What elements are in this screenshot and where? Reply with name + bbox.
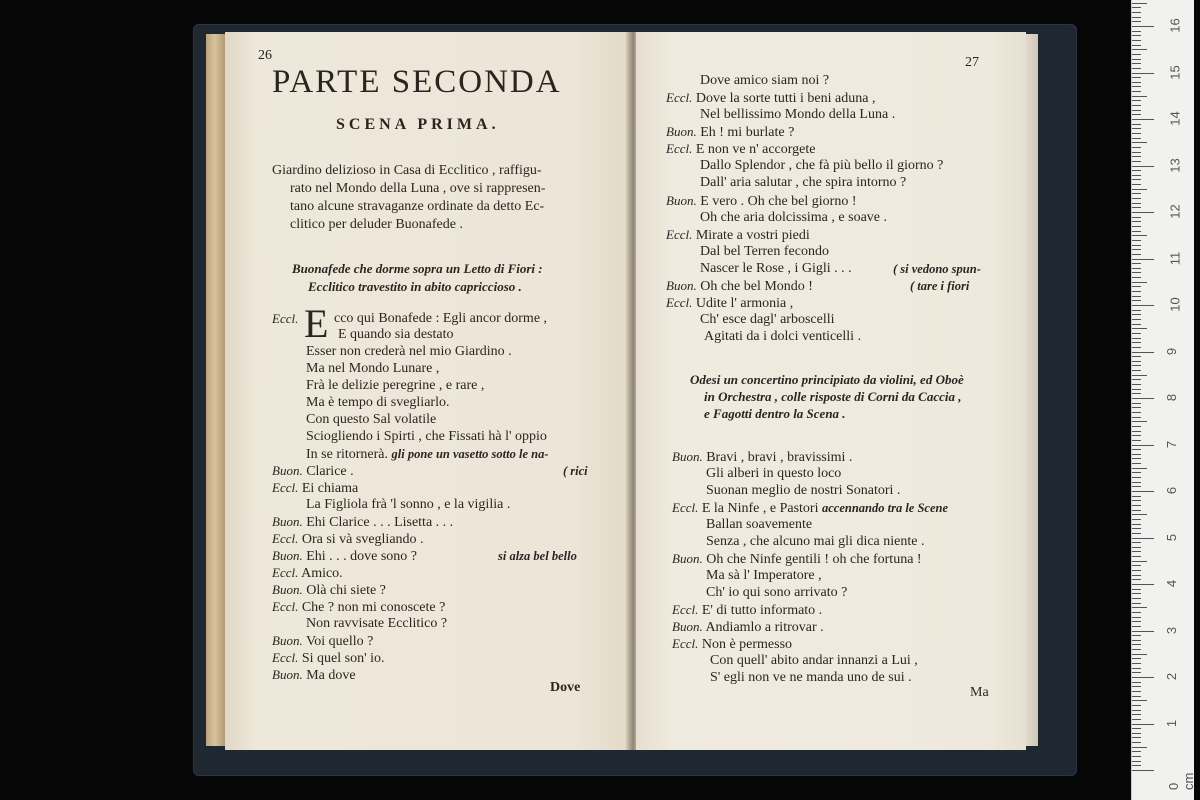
speaker: Buon. — [272, 548, 303, 563]
ruler-tick — [1132, 328, 1147, 329]
ruler-number: 16 — [1167, 18, 1183, 33]
ruler-tick — [1132, 189, 1147, 190]
verse-line: Ma è tempo di svegliarlo. — [306, 395, 450, 410]
ruler-tick — [1132, 719, 1141, 720]
verse-line: Eh ! mi burlate ? — [700, 125, 795, 140]
speaker: Buon. — [272, 463, 303, 478]
ruler-tick — [1132, 324, 1141, 325]
ruler-tick — [1132, 505, 1141, 506]
verse-line: Agitati da i dolci venticelli . — [704, 329, 862, 344]
speaker: Buon. — [672, 551, 703, 566]
ruler-tick — [1132, 77, 1141, 78]
stage-aside: ( tare i fiori — [910, 279, 970, 293]
description-line: rato nel Mondo della Luna , ove si rappresen- — [290, 181, 546, 196]
verse-line: Oh che Ninfe gentili ! oh che fortuna ! — [706, 552, 922, 567]
speaker: Buon. — [666, 124, 697, 139]
ruler-tick — [1132, 12, 1141, 13]
catchword: Ma — [970, 685, 989, 700]
ruler-tick — [1132, 198, 1141, 199]
ruler-tick — [1132, 649, 1141, 650]
catchword: Dove — [550, 680, 581, 695]
verse-line: E non ve n' accorgete — [695, 142, 816, 157]
ruler-tick — [1132, 398, 1154, 399]
ruler-tick — [1132, 742, 1141, 743]
ruler-tick — [1132, 217, 1141, 218]
ruler-tick — [1132, 561, 1147, 562]
ruler-tick — [1132, 152, 1141, 153]
ruler-tick — [1132, 31, 1141, 32]
stage-direction-line: Buonafede che dorme sopra un Letto di Fiori : — [292, 261, 543, 276]
ruler-tick — [1132, 644, 1141, 645]
ruler-tick — [1132, 510, 1141, 511]
verse-line: E la Ninfe , e Pastori — [701, 501, 819, 516]
ruler-tick — [1132, 677, 1154, 678]
ruler-tick — [1132, 747, 1147, 748]
ruler-tick — [1132, 305, 1154, 306]
ruler-tick — [1132, 91, 1141, 92]
ruler-tick — [1132, 26, 1154, 27]
ruler-tick — [1132, 440, 1141, 441]
ruler-tick — [1132, 361, 1141, 362]
ruler-tick — [1132, 100, 1141, 101]
ruler-tick — [1132, 221, 1141, 222]
speaker: Eccl. — [272, 531, 299, 546]
speaker: Eccl. — [666, 295, 693, 310]
ruler-tick — [1132, 761, 1141, 762]
ruler-tick — [1132, 175, 1141, 176]
ruler-tick — [1132, 384, 1141, 385]
ruler-tick — [1132, 654, 1147, 655]
verse-line: Voi quello ? — [305, 634, 374, 649]
speaker: Eccl. — [666, 90, 693, 105]
verse-line: Ehi Clarice . . . Lisetta . . . — [306, 515, 454, 530]
speaker: Buon. — [272, 582, 303, 597]
ruler-tick — [1132, 193, 1141, 194]
verse-line: S' egli non ve ne manda uno de sui . — [710, 670, 912, 685]
ruler-number: 7 — [1164, 440, 1180, 448]
verse-line: Gli alberi in questo loco — [706, 466, 842, 481]
verse-line: Ora si và svegliando . — [301, 532, 424, 547]
speaker: Buon. — [666, 278, 697, 293]
ruler-tick — [1132, 607, 1147, 608]
ruler-tick — [1132, 352, 1154, 353]
ruler-tick — [1132, 235, 1147, 236]
verse-line: Ballan soavemente — [706, 517, 813, 532]
verse-line: Ma sà l' Imperatore , — [706, 568, 822, 583]
description-line: tano alcune stravaganze ordinate da detto Ec- — [290, 199, 545, 214]
ruler-tick — [1132, 705, 1141, 706]
ruler-tick — [1132, 268, 1141, 269]
verse-line: Senza , che alcuno mai gli dica niente . — [706, 534, 925, 549]
ruler-tick — [1132, 156, 1141, 157]
ruler-tick — [1132, 179, 1141, 180]
ruler-tick — [1132, 17, 1141, 18]
ruler-number: 9 — [1164, 347, 1180, 355]
stage-aside: gli pone un vasetto sotto le na- — [391, 447, 549, 461]
verse-line: Ma dove — [306, 668, 356, 683]
ruler-tick — [1132, 119, 1154, 120]
speaker: Buon. — [672, 449, 703, 464]
speaker: Eccl. — [272, 650, 299, 665]
ruler-tick — [1132, 770, 1154, 771]
ruler-tick — [1132, 277, 1141, 278]
verse-line: Non ravvisate Ecclitico ? — [306, 616, 448, 631]
ruler-tick — [1132, 542, 1141, 543]
ruler-tick — [1132, 310, 1141, 311]
ruler-tick — [1132, 110, 1141, 111]
ruler-tick — [1132, 338, 1141, 339]
ruler-tick — [1132, 686, 1141, 687]
ruler-tick — [1132, 184, 1141, 185]
ruler-tick — [1132, 696, 1141, 697]
ruler-tick — [1132, 207, 1141, 208]
ruler-number: 3 — [1164, 626, 1180, 634]
ruler-tick — [1132, 128, 1141, 129]
ruler-number: 12 — [1167, 204, 1183, 219]
stage-direction-line: Ecclitico travestito in abito capriccioso . — [308, 279, 522, 294]
ruler-tick — [1132, 63, 1141, 64]
ruler-tick — [1132, 575, 1141, 576]
ruler-tick — [1132, 570, 1141, 571]
ruler-tick — [1132, 249, 1141, 250]
ruler-number: 11 — [1167, 251, 1183, 265]
ruler-tick — [1132, 547, 1141, 548]
ruler-tick — [1132, 170, 1141, 171]
ruler-tick — [1132, 417, 1141, 418]
ruler-tick — [1132, 491, 1154, 492]
ruler-tick — [1132, 765, 1141, 766]
verse-line: Nel bellissimo Mondo della Luna . — [700, 107, 896, 122]
ruler-tick — [1132, 551, 1141, 552]
ruler-number: 15 — [1167, 64, 1183, 80]
ruler-tick — [1132, 124, 1141, 125]
stage-direction-line: in Orchestra , colle risposte di Corni da Caccia , — [704, 389, 962, 404]
speaker: Eccl. — [672, 602, 699, 617]
speaker: Eccl. — [272, 599, 299, 614]
ruler-tick — [1132, 54, 1141, 55]
ruler-tick — [1132, 231, 1141, 232]
stage-aside: ( si vedono spun- — [893, 262, 981, 276]
ruler-tick — [1132, 612, 1141, 613]
ruler-tick — [1132, 426, 1141, 427]
ruler-tick — [1132, 314, 1141, 315]
verse-line: Ei chiama — [301, 481, 359, 496]
speaker: Eccl. — [272, 480, 299, 495]
ruler-tick — [1132, 356, 1141, 357]
ruler-tick — [1132, 631, 1154, 632]
ruler-tick — [1132, 286, 1141, 287]
ruler-tick — [1132, 700, 1147, 701]
ruler-tick — [1132, 486, 1141, 487]
ruler-tick — [1132, 412, 1141, 413]
verse-line: Suonan meglio de nostri Sonatori . — [706, 483, 901, 498]
verse-line: Non è permesso — [701, 637, 793, 652]
ruler-number: 1 — [1164, 719, 1180, 727]
ruler-tick — [1132, 68, 1141, 69]
ruler-tick — [1132, 482, 1141, 483]
ruler-tick — [1132, 603, 1141, 604]
ruler-tick — [1132, 500, 1141, 501]
ruler-number: 5 — [1164, 533, 1180, 541]
ruler-tick — [1132, 45, 1141, 46]
scene-heading: SCENA PRIMA. — [336, 116, 500, 133]
ruler-number: 6 — [1164, 486, 1180, 495]
ruler-tick — [1132, 166, 1154, 167]
ruler-tick — [1132, 138, 1141, 139]
ruler-tick — [1132, 565, 1141, 566]
speaker: Eccl. — [666, 227, 693, 242]
verse-line: Olà chi siete ? — [306, 583, 386, 598]
ruler-tick — [1132, 282, 1147, 283]
stage-direction-line: Odesi un concertino principiato da violini, ed Oboè — [690, 372, 964, 387]
verse-line: Ma nel Mondo Lunare , — [306, 361, 440, 376]
ruler-tick — [1132, 445, 1154, 446]
ruler-tick — [1132, 3, 1147, 4]
ruler-tick — [1132, 626, 1141, 627]
ruler-tick — [1132, 379, 1141, 380]
ruler-number: 0 cm — [1166, 772, 1196, 790]
ruler-tick — [1132, 435, 1141, 436]
ruler-tick — [1132, 365, 1141, 366]
speaker: Buon. — [272, 514, 303, 529]
speaker: Buon. — [666, 193, 697, 208]
ruler-number: 8 — [1164, 393, 1180, 402]
ruler-tick — [1132, 393, 1141, 394]
stage-aside: ( rici — [563, 464, 588, 478]
ruler-tick — [1132, 533, 1141, 534]
ruler-tick — [1132, 114, 1141, 115]
ruler-tick — [1132, 751, 1141, 752]
verse-line: Ch' esce dagl' arboscelli — [700, 312, 835, 327]
ruler-tick — [1132, 333, 1141, 334]
ruler-tick — [1132, 319, 1141, 320]
verse-line: E' di tutto informato . — [701, 603, 823, 618]
description-line: Giardino delizioso in Casa di Ecclitico , raffigu- — [272, 163, 542, 178]
ruler-tick — [1132, 142, 1147, 143]
ruler-tick — [1132, 682, 1141, 683]
page-block-edge-right — [1024, 34, 1038, 746]
ruler-tick — [1132, 389, 1141, 390]
speaker: Buon. — [272, 667, 303, 682]
speaker: Eccl. — [672, 636, 699, 651]
ruler-tick — [1132, 21, 1141, 22]
ruler-tick — [1132, 403, 1141, 404]
ruler-tick — [1132, 147, 1141, 148]
verse-line: Nascer le Rose , i Gigli . . . — [700, 261, 852, 276]
left-page-number: 26 — [258, 48, 272, 63]
speaker: Eccl. — [666, 141, 693, 156]
ruler-tick — [1132, 514, 1147, 515]
verse-line: Dove la sorte tutti i beni aduna , — [695, 91, 876, 106]
verse-line: Clarice . — [306, 464, 354, 479]
verse-line: E vero . Oh che bel giorno ! — [700, 194, 857, 209]
ruler-tick — [1132, 538, 1154, 539]
verse-line: Ch' io qui sono arrivato ? — [706, 585, 848, 600]
ruler-tick — [1132, 431, 1141, 432]
ruler-tick — [1132, 407, 1141, 408]
ruler-tick — [1132, 598, 1141, 599]
ruler-tick — [1132, 672, 1141, 673]
verse-line: Dove amico siam noi ? — [700, 73, 830, 88]
verse-line: Oh che aria dolcissima , e soave . — [700, 210, 887, 225]
speaker: Buon. — [272, 633, 303, 648]
stage-direction-line: e Fagotti dentro la Scena . — [704, 406, 846, 421]
verse-line: Frà le delizie peregrine , e rare , — [306, 378, 485, 393]
ruler-tick — [1132, 579, 1141, 580]
ruler-tick — [1132, 496, 1141, 497]
speaker: Eccl. — [672, 500, 699, 515]
verse-line: Amico. — [301, 566, 343, 581]
ruler-tick — [1132, 375, 1147, 376]
ruler-tick — [1132, 86, 1141, 87]
verse-line: Ehi . . . dove sono ? — [306, 549, 418, 564]
verse-line: Con quell' abito andar innanzi a Lui , — [710, 653, 918, 668]
ruler-tick — [1132, 472, 1141, 473]
ruler-number: 10 — [1167, 297, 1183, 312]
ruler-tick — [1132, 519, 1141, 520]
drop-cap: E — [304, 301, 329, 346]
ruler-tick — [1132, 296, 1141, 297]
ruler-tick — [1132, 342, 1141, 343]
speaker: Eccl. — [272, 565, 299, 580]
ruler-tick — [1132, 593, 1141, 594]
verse-line: cco qui Bonafede : Egli ancor dorme , — [334, 311, 548, 326]
ruler-tick — [1132, 635, 1141, 636]
ruler-number: 14 — [1167, 111, 1183, 126]
ruler-number: 2 — [1164, 672, 1180, 681]
verse-line: Dall' aria salutar , che spira intorno ? — [700, 175, 907, 190]
verse-line: E quando sia destato — [338, 327, 454, 342]
ruler-tick — [1132, 617, 1141, 618]
ruler-tick — [1132, 254, 1141, 255]
verse-line: La Figliola frà 'l sonno , e la vigilia . — [306, 497, 511, 512]
ruler-tick — [1132, 589, 1141, 590]
ruler-tick — [1132, 105, 1141, 106]
ruler-tick — [1132, 556, 1141, 557]
ruler-tick — [1132, 212, 1154, 213]
verse-line: In se ritornerà. — [306, 447, 389, 462]
ruler-tick — [1132, 528, 1141, 529]
ruler-tick — [1132, 668, 1141, 669]
ruler-tick — [1132, 59, 1141, 60]
verse-line: Esser non crederà nel mio Giardino . — [306, 344, 512, 359]
ruler-tick — [1132, 663, 1141, 664]
ruler-tick — [1132, 203, 1141, 204]
ruler-tick — [1132, 35, 1141, 36]
verse-line: Andiamlo a ritrovar . — [705, 620, 824, 635]
ruler-tick — [1132, 259, 1154, 260]
ruler-tick — [1132, 463, 1141, 464]
ruler-tick — [1132, 421, 1147, 422]
ruler-tick — [1132, 658, 1141, 659]
verse-line: Dal bel Terren fecondo — [700, 244, 829, 259]
ruler-tick — [1132, 133, 1141, 134]
stage-aside: si alza bel bello — [498, 549, 577, 563]
ruler-tick — [1132, 524, 1141, 525]
ruler-tick — [1132, 724, 1154, 725]
ruler-number: 4 — [1164, 579, 1180, 588]
ruler-tick — [1132, 161, 1141, 162]
ruler-tick — [1132, 82, 1141, 83]
verse-line: Con questo Sal volatile — [306, 412, 437, 427]
ruler-tick — [1132, 300, 1141, 301]
speaker: Eccl. — [272, 311, 299, 326]
ruler-tick — [1132, 263, 1141, 264]
verse-line: Si quel son' io. — [301, 651, 385, 666]
ruler-tick — [1132, 728, 1141, 729]
verse-line: Oh che bel Mondo ! — [700, 279, 813, 294]
ruler-tick — [1132, 449, 1141, 450]
ruler-tick — [1132, 710, 1141, 711]
ruler-tick — [1132, 40, 1141, 41]
stage-aside: accennando tra le Scene — [821, 501, 949, 515]
ruler-tick — [1132, 347, 1141, 348]
ruler-tick — [1132, 640, 1141, 641]
ruler-tick — [1132, 756, 1141, 757]
verse-line: Bravi , bravi , bravissimi . — [706, 450, 853, 465]
ruler-tick — [1132, 96, 1147, 97]
ruler-tick — [1132, 468, 1147, 469]
ruler-tick — [1132, 477, 1141, 478]
speaker: Buon. — [672, 619, 703, 634]
verse-line: Sciogliendo i Spirti , che Fissati hà l' oppio — [306, 429, 547, 444]
verse-line: Mirate a vostri piedi — [695, 228, 810, 243]
ruler-number: 13 — [1167, 157, 1183, 173]
ruler-tick — [1132, 454, 1141, 455]
ruler-tick — [1132, 458, 1141, 459]
ruler-tick — [1132, 272, 1141, 273]
ruler-tick — [1132, 245, 1141, 246]
ruler-tick — [1132, 370, 1141, 371]
ruler-tick — [1132, 73, 1154, 74]
ruler-tick — [1132, 49, 1147, 50]
ruler-tick — [1132, 226, 1141, 227]
verse-line: Che ? non mi conoscete ? — [301, 600, 446, 615]
ruler-tick — [1132, 691, 1141, 692]
verse-line: Udite l' armonia , — [695, 296, 794, 311]
ruler-tick — [1132, 240, 1141, 241]
verse-line: Dallo Splendor , che fà più bello il giorno ? — [700, 158, 944, 173]
measuring-ruler — [1131, 0, 1194, 800]
ruler-tick — [1132, 737, 1141, 738]
ruler-tick — [1132, 621, 1141, 622]
ruler-tick — [1132, 733, 1141, 734]
ruler-tick — [1132, 714, 1141, 715]
page-title: PARTE SECONDA — [272, 64, 562, 100]
ruler-tick — [1132, 7, 1141, 8]
ruler-tick — [1132, 584, 1154, 585]
description-line: clitico per deluder Buonafede . — [290, 217, 463, 232]
ruler-tick — [1132, 291, 1141, 292]
right-page-number: 27 — [965, 55, 979, 70]
